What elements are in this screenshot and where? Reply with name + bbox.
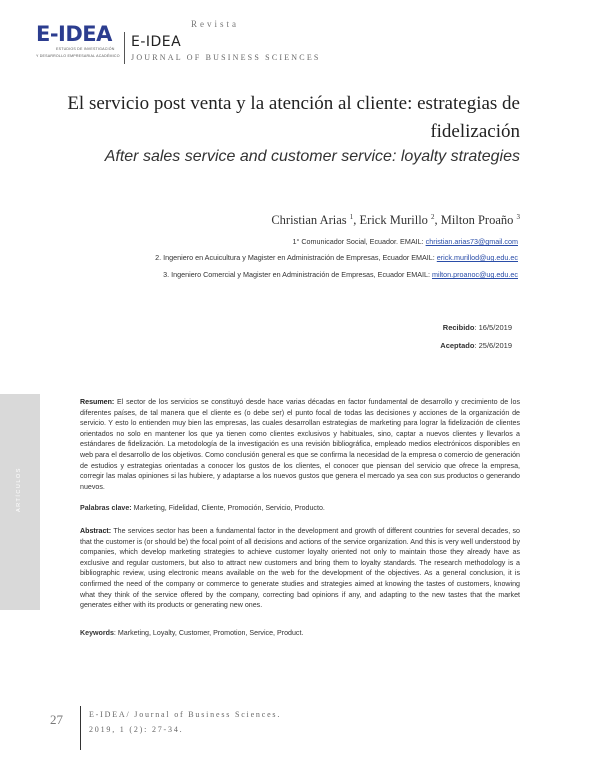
accepted-value: : 25/6/2019 — [474, 341, 512, 350]
footer-journal: E-IDEA/ Journal of Business Sciences. — [89, 710, 282, 719]
resumen-block — [80, 397, 520, 492]
footer-citation: 2019, 1 (2): 27-34. — [89, 725, 184, 734]
affiliation-email-link[interactable]: milton.proanoc@ug.edu.ec — [431, 270, 518, 279]
received-date — [443, 323, 512, 332]
journal-logo: E-IDEA — [36, 22, 112, 46]
palabras-clave — [80, 504, 520, 512]
palabras-text: Marketing, Fidelidad, Cliente, Promoción, Servicio, Producto. — [131, 504, 325, 512]
affiliation-3 — [163, 270, 518, 279]
author-2-sup: 2 — [431, 213, 435, 221]
abstract-label: Abstract: — [80, 527, 112, 535]
resumen-text: El sector de los servicios se constituyó desde hace varias décadas en factor fundamental de desarrollo y crecimiento de los diferentes países, de tal manera que el cliente es (o debe ser) el punto focal de todas las decisiones y acciones de la organización de servicio. Y esto lo entienden muy bien las empresas, las cuales desarrollan estrategias de marketing para lograr la fidelización de clientes orientados no solo en mantener los que ya tienen como clientes exclusivos y habituales, sino, captar a nuevos clientes y llevarlos a estándares de fidelización. La metodología de la investigación es una revisión bibliográfica, empleado medios electrónicos disponibles en web para el desarrollo de los objetivos. Como conclusión general es que se confirma la necesidad de la empresa o comercio de generación de estudios y estrategias orientadas a conocer los gustos de los clientes, el conocer que piensan del servicio que ofrece la empresa, corregir las malas opiniones si las hubiere, y adaptarse a los nuevos gustos que genera el mercado ya sea con sus productos o generando nuevos. — [80, 398, 520, 491]
accepted-date — [440, 341, 512, 350]
author-3: Milton Proaño — [440, 213, 514, 228]
keywords-label: Keywords — [80, 629, 114, 637]
resumen-label: Resumen: — [80, 398, 115, 406]
author-2: Erick Murillo — [359, 213, 428, 228]
author-1-sup: 1 — [349, 213, 354, 221]
affiliation-text: 3. Ingeniero Comercial y Magister en Administración de Empresas, Ecuador EMAIL: — [163, 270, 432, 279]
affiliation-text: 1° Comunicador Social, Ecuador. EMAIL: — [292, 237, 426, 246]
revista-label: Revista — [191, 19, 239, 29]
authors-line: Christian Arias $^1$, Erick Murillo $^2$, Milton Proaño $^3$ — [271, 213, 520, 228]
logo-subtitle-2: Y DESARROLLO EMPRESARIAL ACADÉMICO — [36, 54, 120, 58]
journal-subtitle: JOURNAL OF BUSINESS SCIENCES — [131, 53, 321, 62]
abstract-block — [80, 526, 520, 611]
logo-subtitle-1: ESTUDIOS DE INVESTIGACIÓN — [56, 47, 115, 51]
page-number: 27 — [50, 712, 63, 727]
palabras-label: Palabras clave: — [80, 504, 132, 512]
received-label: Recibido — [442, 323, 475, 332]
received-value: : 16/5/2019 — [474, 323, 512, 332]
author-3-sup: 3 — [516, 213, 520, 221]
affiliation-2 — [155, 253, 518, 262]
accepted-label: Aceptado — [440, 341, 475, 350]
affiliation-1 — [292, 237, 518, 246]
affiliation-email-link[interactable]: christian.arias73@gmail.com — [425, 237, 518, 246]
affiliation-email-link[interactable]: erick.murillod@ug.edu.ec — [436, 253, 518, 262]
section-label: ARTÍCULOS — [16, 467, 22, 512]
title-english: After sales service and customer service: loyalty strategies — [104, 148, 520, 165]
journal-name: E-IDEA — [131, 34, 182, 50]
keywords — [80, 629, 520, 637]
abstract-text: The services sector has been a fundamental factor in the development and growth of different countries for several decades, so that the customer is (or should be) the focal point of all decisions and actions of the service organization. And this is very well understood by companies, which develop marketing strategies to achieve customer loyalty oriented not only to maintain those they already have as exclusive and regular customers, but also to attract new customers and bring them to loyalty standards. The research methodology is a bibliographic review, using electronic means available on the web for the development of the objectives. As a general conclusion, it is confirmed the need of the company or commerce to generate studies and strategies aimed at knowing the tastes of customers, knowing what they think of the service offered by the company, correcting bad opinions if any, and adapting to the new tastes that the market generates either with its products or generating new ones. — [80, 527, 520, 610]
title-spanish: El servicio post venta y la atención al cliente: estrategias de fidelización — [67, 93, 520, 142]
header-divider — [124, 32, 125, 64]
author-1: Christian Arias — [271, 213, 347, 228]
keywords-text: : Marketing, Loyalty, Customer, Promotion, Service, Product. — [113, 629, 304, 637]
footer-divider — [80, 706, 81, 750]
affiliation-text: 2. Ingeniero en Acuicultura y Magister en Administración de Empresas, Ecuador EMAIL: — [155, 253, 437, 262]
